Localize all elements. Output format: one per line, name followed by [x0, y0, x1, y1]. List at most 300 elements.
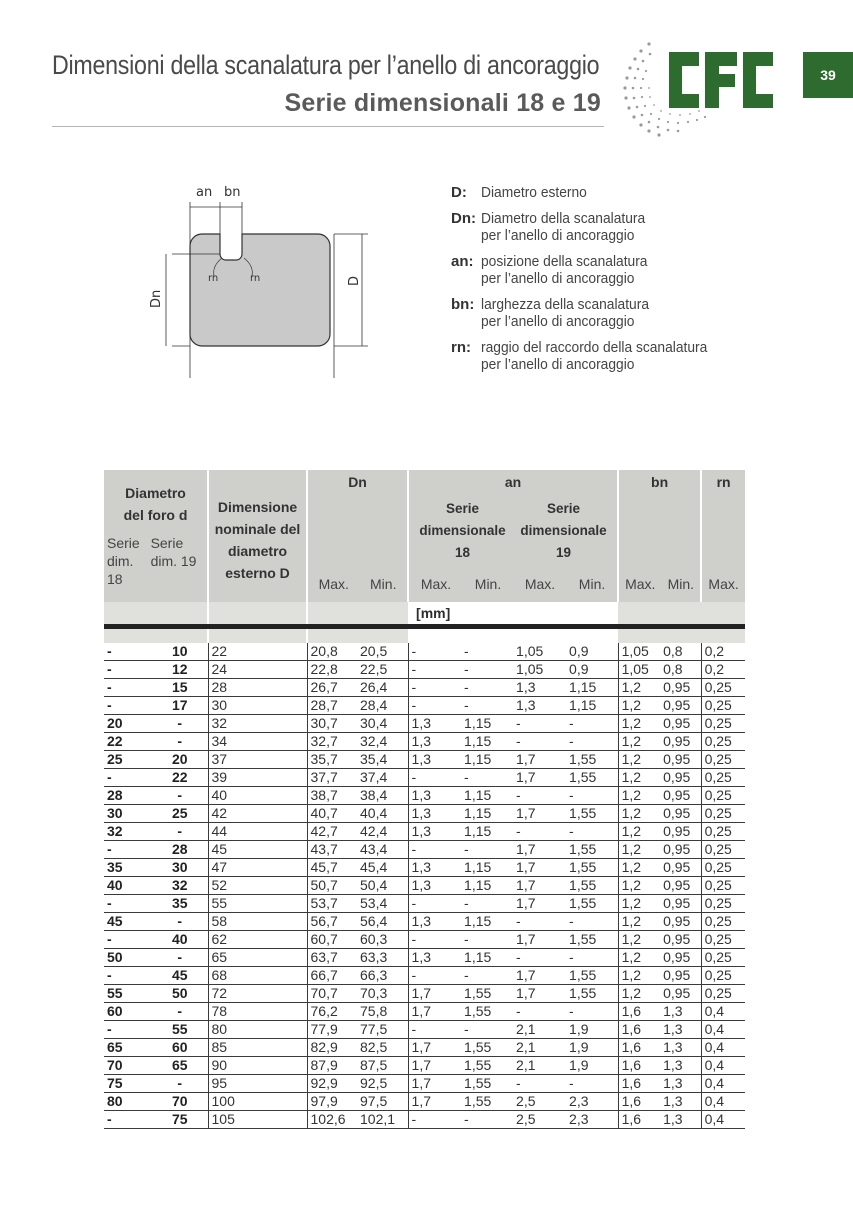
table-cell: 0,25 — [701, 877, 745, 895]
table-cell: 56,7 — [307, 913, 357, 931]
table-cell: 1,7 — [408, 1003, 461, 1021]
table-row — [104, 679, 745, 697]
table-cell: 1,55 — [566, 877, 618, 895]
table-cell: 80 — [208, 1021, 307, 1039]
table-cell: 80 — [104, 1093, 152, 1111]
label-rn-left: rn — [208, 273, 219, 284]
table-cell: - — [104, 1021, 152, 1039]
table-cell: 20 — [104, 715, 152, 733]
nominal-header: Dimensione nominale del diametro esterno D — [208, 470, 307, 602]
table-cell: 1,7 — [408, 1093, 461, 1111]
table-cell: 2,1 — [513, 1057, 566, 1075]
dn-min-label: Min. — [370, 576, 397, 592]
legend-item — [451, 210, 751, 244]
table-cell: 1,7 — [513, 841, 566, 859]
table-cell: 30 — [104, 805, 152, 823]
table-cell: 53,4 — [357, 895, 408, 913]
table-cell: 1,15 — [461, 823, 513, 841]
bn-title: bn — [651, 474, 669, 490]
table-cell: 1,15 — [566, 679, 618, 697]
table-cell: 75 — [152, 1111, 208, 1129]
table-cell: 0,25 — [701, 931, 745, 949]
table-cell: - — [408, 661, 461, 679]
table-cell: 66,3 — [357, 967, 408, 985]
table-cell: - — [408, 1021, 461, 1039]
table-cell: 60 — [104, 1003, 152, 1021]
table-cell: 1,7 — [513, 895, 566, 913]
table-cell: 0,2 — [701, 643, 745, 661]
table-cell: - — [408, 679, 461, 697]
table-cell: 60,7 — [307, 931, 357, 949]
table-cell: 78 — [208, 1003, 307, 1021]
table-cell: - — [408, 931, 461, 949]
table-cell: - — [513, 913, 566, 931]
unit-label: [mm] — [408, 602, 618, 627]
table-cell: 40 — [104, 877, 152, 895]
table-cell: 0,25 — [701, 733, 745, 751]
table-cell: 55 — [208, 895, 307, 913]
table-cell: 28 — [152, 841, 208, 859]
table-cell: 38,4 — [357, 787, 408, 805]
table-cell: 1,2 — [618, 985, 660, 1003]
table-cell: 97,9 — [307, 1093, 357, 1111]
table-row — [104, 1093, 745, 1111]
label-D: D — [347, 275, 362, 286]
table-cell: 26,4 — [357, 679, 408, 697]
table-cell: 63,3 — [357, 949, 408, 967]
table-cell: 35,7 — [307, 751, 357, 769]
table-cell: 1,15 — [461, 949, 513, 967]
table-cell: 1,55 — [566, 967, 618, 985]
table-cell: - — [461, 841, 513, 859]
table-cell: 0,25 — [701, 985, 745, 1003]
table-cell: 65 — [208, 949, 307, 967]
table-cell: 32 — [104, 823, 152, 841]
table-row — [104, 967, 745, 985]
table-row — [104, 931, 745, 949]
table-row — [104, 643, 745, 661]
table-cell: 85 — [208, 1039, 307, 1057]
table-cell: 1,3 — [408, 823, 461, 841]
table-cell: - — [152, 913, 208, 931]
table-cell: 0,25 — [701, 859, 745, 877]
table-cell: 0,95 — [660, 769, 701, 787]
table-cell: 1,55 — [566, 769, 618, 787]
table-cell: 30 — [208, 697, 307, 715]
table-cell: 1,15 — [461, 859, 513, 877]
table-row — [104, 751, 745, 769]
table-cell: 1,05 — [513, 643, 566, 661]
table-cell: 1,2 — [618, 787, 660, 805]
table-cell: 0,4 — [701, 1075, 745, 1093]
table-cell: - — [152, 787, 208, 805]
table-cell: 1,2 — [618, 733, 660, 751]
table-cell: 30 — [152, 859, 208, 877]
table-cell: 2,5 — [513, 1111, 566, 1129]
table-cell: 1,6 — [618, 1021, 660, 1039]
table-cell: 0,25 — [701, 679, 745, 697]
table-cell: 2,1 — [513, 1021, 566, 1039]
table-cell: 82,5 — [357, 1039, 408, 1057]
table-cell: 1,7 — [513, 967, 566, 985]
table-cell: - — [104, 697, 152, 715]
table-cell: - — [566, 913, 618, 931]
table-cell: 0,95 — [660, 859, 701, 877]
table-cell: 22 — [104, 733, 152, 751]
table-cell: 0,95 — [660, 697, 701, 715]
table-cell: 0,25 — [701, 715, 745, 733]
legend-description: Diametro esterno — [481, 184, 587, 201]
groove-dimensions-table — [104, 470, 745, 1129]
table-cell: 62 — [208, 931, 307, 949]
table-cell: 77,5 — [357, 1021, 408, 1039]
table-cell: 0,8 — [660, 643, 701, 661]
table-cell: 1,55 — [461, 1075, 513, 1093]
table-cell: 97,5 — [357, 1093, 408, 1111]
table-cell: 0,95 — [660, 823, 701, 841]
table-cell: 1,55 — [566, 751, 618, 769]
table-cell: - — [104, 895, 152, 913]
table-cell: - — [104, 661, 152, 679]
table-cell: 72 — [208, 985, 307, 1003]
table-cell: - — [104, 1111, 152, 1129]
legend — [451, 184, 751, 382]
table-cell: 1,05 — [618, 661, 660, 679]
table-cell: 50,4 — [357, 877, 408, 895]
table-row — [104, 715, 745, 733]
an18-min-label: Min. — [474, 576, 502, 592]
table-cell: 12 — [152, 661, 208, 679]
table-cell: 90 — [208, 1057, 307, 1075]
table-cell: 60,3 — [357, 931, 408, 949]
an-title: an — [504, 474, 522, 490]
table-cell: - — [104, 769, 152, 787]
table-row — [104, 1057, 745, 1075]
table-cell: 42,4 — [357, 823, 408, 841]
an-s18-label: Serie dimensionale 18 — [419, 501, 506, 560]
table-cell: 77,9 — [307, 1021, 357, 1039]
table-row — [104, 895, 745, 913]
table-cell: 40,4 — [357, 805, 408, 823]
table-cell: 1,6 — [618, 1093, 660, 1111]
table-cell: 37 — [208, 751, 307, 769]
table-cell: 32 — [208, 715, 307, 733]
table-cell: 1,55 — [461, 1003, 513, 1021]
table-cell: 1,3 — [408, 787, 461, 805]
table-cell: 1,55 — [566, 859, 618, 877]
table-row — [104, 733, 745, 751]
table-cell: 0,25 — [701, 823, 745, 841]
table-cell: 45,4 — [357, 859, 408, 877]
table-cell: 1,3 — [513, 697, 566, 715]
rn-title: rn — [716, 474, 731, 490]
table-cell: 1,3 — [408, 751, 461, 769]
table-cell: 17 — [152, 697, 208, 715]
label-bn: bn — [224, 185, 241, 200]
table-cell: - — [408, 1111, 461, 1129]
table-cell: 76,2 — [307, 1003, 357, 1021]
table-cell: - — [104, 643, 152, 661]
table-cell: 0,95 — [660, 949, 701, 967]
an18-max-label: Max. — [420, 576, 452, 592]
table-cell: 35,4 — [357, 751, 408, 769]
table-cell: 0,95 — [660, 751, 701, 769]
table-cell: - — [566, 733, 618, 751]
table-cell: 20 — [152, 751, 208, 769]
dn-title: Dn — [348, 474, 367, 490]
table-cell: 15 — [152, 679, 208, 697]
table-cell: 50,7 — [307, 877, 357, 895]
table-cell: 1,2 — [618, 805, 660, 823]
table-cell: 0,25 — [701, 841, 745, 859]
table-cell: 35 — [152, 895, 208, 913]
table-cell: 0,95 — [660, 967, 701, 985]
table-cell: 0,9 — [566, 661, 618, 679]
table-cell: 20,5 — [357, 643, 408, 661]
bore-title: Diametro del foro d — [123, 485, 188, 523]
table-cell: 50 — [152, 985, 208, 1003]
table-cell: 2,1 — [513, 1039, 566, 1057]
bn-header — [618, 470, 701, 602]
table-cell: 39 — [208, 769, 307, 787]
table-cell: - — [152, 715, 208, 733]
table-cell: 55 — [104, 985, 152, 1003]
table-cell: 1,55 — [461, 1093, 513, 1111]
table-cell: 1,55 — [461, 1057, 513, 1075]
an-s19-label: Serie dimensionale 19 — [520, 501, 607, 560]
table-cell: 1,05 — [618, 643, 660, 661]
table-cell: 10 — [152, 643, 208, 661]
table-cell: 1,3 — [408, 733, 461, 751]
table-cell: 1,7 — [513, 985, 566, 1003]
table-cell: 0,25 — [701, 769, 745, 787]
table-cell: 22 — [152, 769, 208, 787]
table-cell: 55 — [152, 1021, 208, 1039]
table-cell: 0,95 — [660, 679, 701, 697]
table-cell: 0,25 — [701, 787, 745, 805]
table-cell: - — [566, 823, 618, 841]
table-cell: 0,4 — [701, 1039, 745, 1057]
table-cell: 0,8 — [660, 661, 701, 679]
table-cell: - — [513, 733, 566, 751]
table-cell: 42,7 — [307, 823, 357, 841]
table-cell: 1,7 — [408, 1039, 461, 1057]
table-cell: 1,7 — [513, 931, 566, 949]
table-cell: 35 — [104, 859, 152, 877]
table-cell: 43,7 — [307, 841, 357, 859]
table-cell: 70 — [152, 1093, 208, 1111]
table-cell: 0,4 — [701, 1057, 745, 1075]
table-cell: 22 — [208, 643, 307, 661]
table-cell: 92,9 — [307, 1075, 357, 1093]
table-cell: 1,2 — [618, 877, 660, 895]
page-number: 39 — [803, 52, 853, 98]
table-cell: 1,6 — [618, 1111, 660, 1129]
table-cell: - — [513, 949, 566, 967]
rn-header — [701, 470, 745, 602]
table-cell: 1,15 — [461, 805, 513, 823]
table-cell: 1,6 — [618, 1003, 660, 1021]
legend-description: raggio del raccordo della scanalatura per l’anello di ancoraggio — [481, 339, 708, 373]
an-header — [408, 470, 618, 602]
table-cell: 70,3 — [357, 985, 408, 1003]
table-cell: 32,7 — [307, 733, 357, 751]
table-cell: 0,25 — [701, 949, 745, 967]
table-row — [104, 913, 745, 931]
table-cell: 1,2 — [618, 931, 660, 949]
table-cell: 0,95 — [660, 715, 701, 733]
table-cell: 1,2 — [618, 949, 660, 967]
table-cell: 1,9 — [566, 1021, 618, 1039]
bore-header — [104, 470, 208, 602]
table-cell: 0,95 — [660, 841, 701, 859]
table-cell: 1,7 — [513, 805, 566, 823]
table-cell: 0,9 — [566, 643, 618, 661]
table-cell: 22,8 — [307, 661, 357, 679]
table-cell: 1,3 — [408, 859, 461, 877]
table-cell: 30,4 — [357, 715, 408, 733]
table-cell: 20,8 — [307, 643, 357, 661]
table-cell: 0,25 — [701, 895, 745, 913]
table-cell: 1,55 — [461, 1039, 513, 1057]
table-cell: 45 — [104, 913, 152, 931]
table-cell: 0,25 — [701, 697, 745, 715]
table-cell: 1,3 — [408, 877, 461, 895]
table-cell: - — [461, 967, 513, 985]
table-row — [104, 823, 745, 841]
table-cell: - — [408, 967, 461, 985]
table-row — [104, 769, 745, 787]
table-cell: - — [566, 1003, 618, 1021]
table-cell: 82,9 — [307, 1039, 357, 1057]
table-cell: - — [408, 895, 461, 913]
table-cell: 65 — [104, 1039, 152, 1057]
legend-key: bn: — [451, 296, 475, 313]
table-cell: 1,3 — [660, 1093, 701, 1111]
table-cell: 40,7 — [307, 805, 357, 823]
rn-max-label: Max. — [708, 576, 739, 592]
table-cell: 1,3 — [513, 679, 566, 697]
table-cell: - — [513, 1003, 566, 1021]
table-cell: - — [104, 841, 152, 859]
table-cell: 1,3 — [408, 805, 461, 823]
table-cell: - — [152, 733, 208, 751]
bn-max-label: Max. — [625, 576, 656, 592]
table-cell: 1,7 — [513, 859, 566, 877]
table-cell: - — [461, 1111, 513, 1129]
table-cell: - — [104, 967, 152, 985]
legend-item — [451, 184, 751, 201]
table-cell: - — [461, 697, 513, 715]
table-cell: 0,4 — [701, 1003, 745, 1021]
table-cell: 45 — [152, 967, 208, 985]
table-cell: - — [104, 679, 152, 697]
table-cell: 28 — [104, 787, 152, 805]
legend-key: D: — [451, 184, 467, 201]
table-cell: 1,7 — [408, 985, 461, 1003]
table-cell: 0,25 — [701, 967, 745, 985]
table-cell: 32,4 — [357, 733, 408, 751]
table-cell: 100 — [208, 1093, 307, 1111]
groove-diagram — [138, 180, 378, 380]
an19-max-label: Max. — [524, 576, 556, 592]
legend-item — [451, 296, 751, 330]
table-cell: 75,8 — [357, 1003, 408, 1021]
table-cell: 70,7 — [307, 985, 357, 1003]
table-cell: 24 — [208, 661, 307, 679]
table-cell: 0,2 — [701, 661, 745, 679]
table-cell: - — [566, 1075, 618, 1093]
legend-key: Dn: — [451, 210, 476, 227]
table-cell: 40 — [152, 931, 208, 949]
table-cell: 1,15 — [566, 697, 618, 715]
table-cell: 44 — [208, 823, 307, 841]
table-cell: 2,3 — [566, 1111, 618, 1129]
dn-header — [307, 470, 408, 602]
table-cell: 1,55 — [566, 841, 618, 859]
table-cell: - — [408, 841, 461, 859]
table-cell: 1,15 — [461, 733, 513, 751]
table-cell: 1,2 — [618, 859, 660, 877]
table-cell: 0,95 — [660, 931, 701, 949]
table-cell: 75 — [104, 1075, 152, 1093]
table-row — [104, 1021, 745, 1039]
table-cell: 1,55 — [566, 931, 618, 949]
table-cell: - — [513, 715, 566, 733]
table-cell: 2,5 — [513, 1093, 566, 1111]
table-cell: 37,4 — [357, 769, 408, 787]
legend-key: rn: — [451, 339, 471, 356]
table-cell: 1,2 — [618, 679, 660, 697]
cfc-logo — [617, 30, 799, 140]
table-cell: 58 — [208, 913, 307, 931]
table-cell: 1,15 — [461, 913, 513, 931]
table-row — [104, 859, 745, 877]
table-cell: 1,55 — [566, 805, 618, 823]
table-cell: 0,4 — [701, 1021, 745, 1039]
legend-description: larghezza della scanalatura per l’anello di ancoraggio — [481, 296, 650, 330]
table-cell: 1,2 — [618, 823, 660, 841]
table-cell: 53,7 — [307, 895, 357, 913]
table-cell: 102,1 — [357, 1111, 408, 1129]
table-cell: 95 — [208, 1075, 307, 1093]
table-cell: 1,6 — [618, 1075, 660, 1093]
table-cell: - — [461, 1021, 513, 1039]
label-Dn: Dn — [149, 289, 164, 308]
table-row — [104, 1039, 745, 1057]
table-cell: - — [408, 697, 461, 715]
table-cell: 1,2 — [618, 751, 660, 769]
table-cell: - — [513, 1075, 566, 1093]
title-divider — [52, 126, 604, 127]
table-cell: 30,7 — [307, 715, 357, 733]
table-cell: 45,7 — [307, 859, 357, 877]
table-cell: - — [566, 715, 618, 733]
table-cell: - — [566, 949, 618, 967]
logo-text: CFC — [617, 30, 620, 31]
table-cell: 1,6 — [618, 1057, 660, 1075]
table-cell: - — [152, 1003, 208, 1021]
table-cell: 0,95 — [660, 805, 701, 823]
legend-description: Diametro della scanalatura per l’anello di ancoraggio — [481, 210, 646, 244]
table-cell: 52 — [208, 877, 307, 895]
table-cell: 1,6 — [618, 1039, 660, 1057]
table-row — [104, 1075, 745, 1093]
table-cell: 1,9 — [566, 1039, 618, 1057]
table-cell: 22,5 — [357, 661, 408, 679]
table-cell: 25 — [152, 805, 208, 823]
table-cell: 87,9 — [307, 1057, 357, 1075]
